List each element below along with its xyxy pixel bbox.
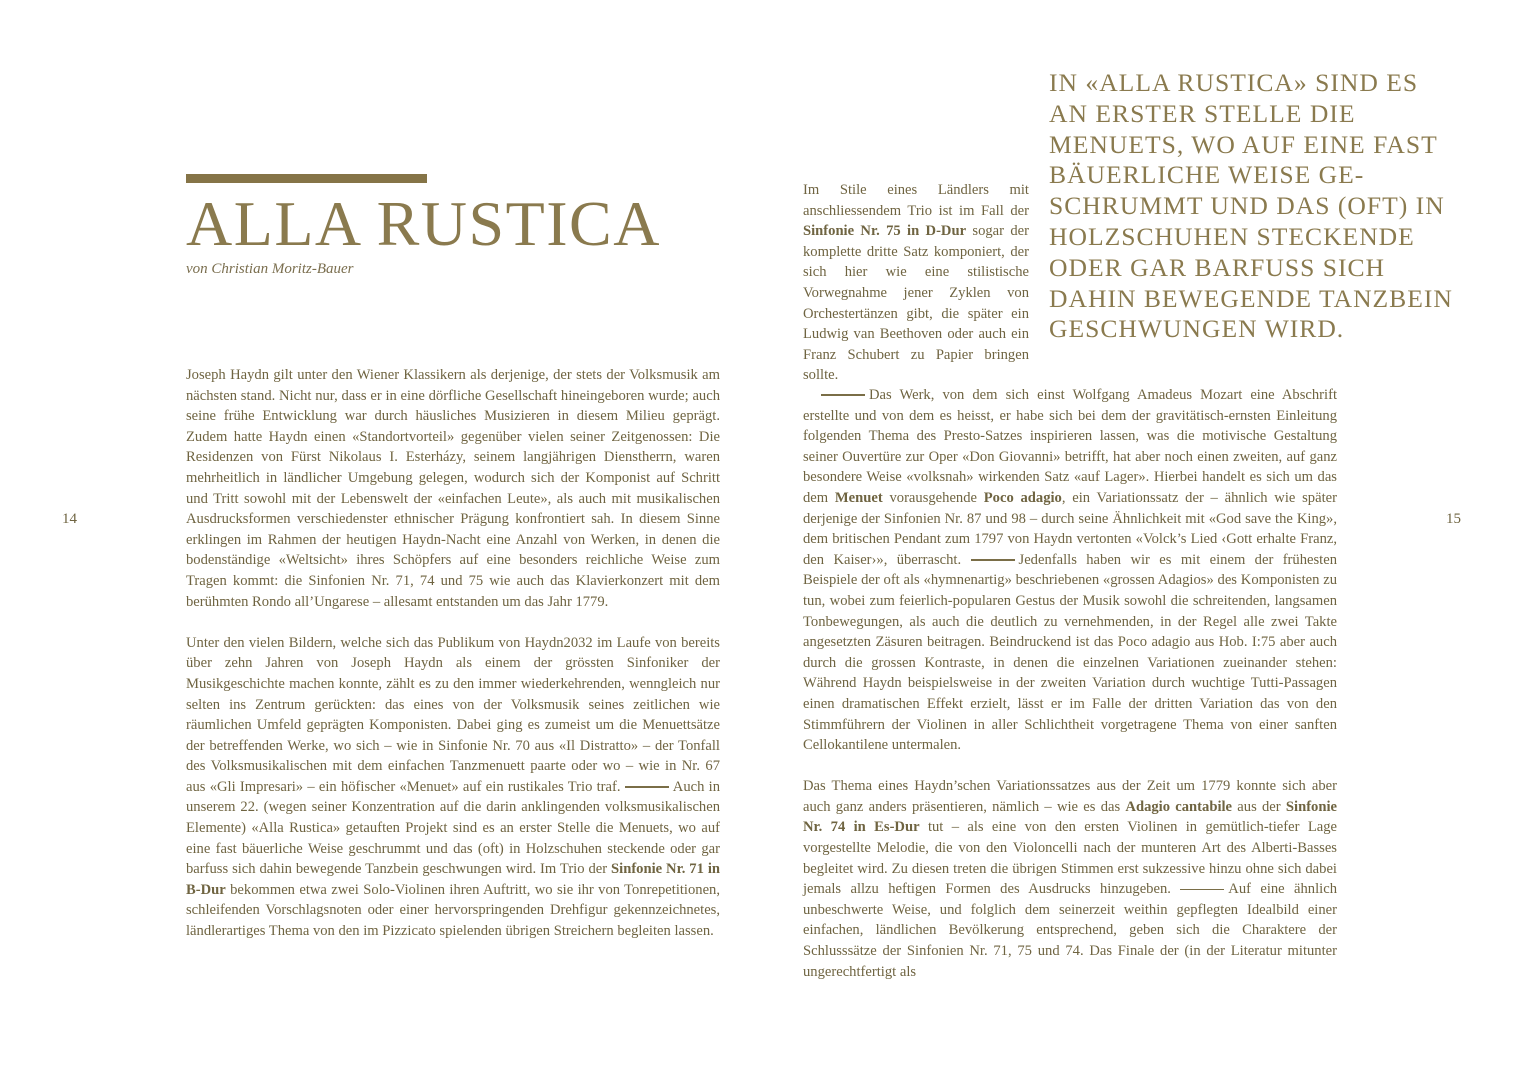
right-body-column (803, 385, 1337, 982)
pull-quote-line: GESCHWUNGEN WIRD. (1049, 314, 1345, 344)
pull-quote-line: MENUETS, WO AUF EINE FAST (1049, 129, 1438, 159)
section-dash (625, 786, 669, 788)
pull-quote-line: SCHRUMMT UND DAS (OFT) IN (1049, 191, 1445, 221)
pull-quote-line: HOLZSCHUHEN STECKENDE (1049, 221, 1415, 251)
body-paragraph: Im Stile eines Ländlers mit anschliessendem Trio ist im Fall der Sinfonie Nr. 75 in D-Dur sogar der komplette dritte Satz komponiert, der sich hier wie eine stilistische Vorwegnahme jener Zyklen von Orchestertänzen gibt, die später ein Ludwig van Beethoven oder auch ein Franz Schubert zu Papier bringen sollte. (803, 182, 1029, 384)
body-paragraph: Joseph Haydn gilt unter den Wiener Klassikern als derjenige, der stets der Volksmusik am nächsten stand. Nicht nur, dass er in eine dörfliche Gesellschaft hineingeboren wurde; auch seine frühe Entwicklung war durch häusliches Musizieren in diesem Milieu geprägt. Zudem hatte Haydn einen «Standortvorteil» gegenüber vielen seiner Zeitgenossen: Die Residenzen von Fürst Nikolaus I. Esterházy, seinem langjährigen Dienstherrn, waren mehrheitlich in ländlicher Umgebung gelegen, wodurch sich der Komponist auf Schritt und Tritt sowohl mit der Lebenswelt der «einfachen Leute», als auch mit musikalischen Ausdrucksformen verschiedenster ethnischer Prägung konfrontiert sah. In diesem Sinne erklingen im Rahmen der heutigen Haydn-Nacht eine Anzahl von Werken, in denen die bodenständige «Weltsicht» ihres Schöpfers auf eine besonders reichliche Weise zum Tragen kommt: die Sinfonien Nr. 71, 74 und 75 wie auch das Klavierkonzert mit dem berühmten Rondo all’Ungarese – allesamt entstanden um das Jahr 1779. (186, 367, 720, 610)
section-dash (821, 394, 865, 396)
body-paragraph: Das Thema eines Haydn’schen Variationssatzes aus der Zeit um 1779 konnte sich aber auch ganz anders präsentieren, nämlich – wie es das Adagio cantabile aus der Sinfonie Nr. 74 in Es-Dur tut – als eine von den ersten Violinen in gemütlich-tiefer Lage vorgestellte Melodie, die von den Violoncelli nach der munteren Art des Alberti-Basses begleitet wird. Zu diesen treten die übrigen Stimmen erst sukzessive hinzu ohne sich dabei jemals allzu heftigen Formen des Ausdrucks hinzugeben. Auf eine ähnlich unbeschwerte Weise, und folglich dem seinerzeit weithin gepflegten Idealbild einer einfachen, ländlichen Bevölkerung entsprechend, geben sich die Charaktere der Schlusssätze der Sinfonien Nr. 71, 75 und 74. Das Finale der (in der Literatur mitunter ungerechtfertigt als (803, 778, 1337, 980)
title-rule (186, 174, 427, 183)
pull-quote-line: ODER GAR BARFUSS SICH (1049, 252, 1386, 282)
pull-quote-line: BÄUERLICHE WEISE GE- (1049, 160, 1365, 190)
pull-quote (1049, 68, 1489, 345)
left-body-column (186, 365, 720, 942)
right-top-column (803, 180, 1029, 386)
pull-quote-line: AN ERSTER STELLE DIE (1049, 98, 1356, 128)
page-number-left: 14 (62, 511, 77, 527)
section-dash (971, 559, 1015, 561)
body-paragraph: Das Werk, von dem sich einst Wolfgang Amadeus Mozart eine Abschrift erstellte und von dem es heisst, er habe sich bei dem der gravitätisch-ernsten Einleitung folgenden Thema des Presto-Satzes inspirieren lassen, was die motivische Gestaltung seiner Ouvertüre zur Oper «Don Giovanni» betrifft, hat aber noch einen zweiten, auf ganz besondere Weise «volksnah» wirkenden Satz «auf Lager». Hierbei handelt es sich um das dem Menuet vorausgehende Poco adagio, ein Variationssatz der – ähnlich wie später derjenige der Sinfonien Nr. 87 und 98 – durch seine Ähnlichkeit mit «God save the King», dem britischen Pendant zum 1797 von Haydn vertonten «Volck’s Lied ‹Gott erhalte Franz, den Kaiser›», überrascht. Jedenfalls haben wir es mit einem der frühesten Beispiele der oft als «hymnenartig» beschriebenen «grossen Adagios» des Komponisten zu tun, wobei zum feierlich-popularen Gestus der Musik sowohl die schreitenden, langsamen Tonbewegungen, als auch die deutlich zu vernehmenden, in der Regel alle zwei Takte angesetzten Zäsuren beitragen. Beindruckend ist das Poco adagio aus Hob. I:75 aber auch durch die grossen Kontraste, in denen die einzelnen Variationen zueinander stehen: Während Haydn beispielsweise in der zweiten Variation durch wuchtige Tutti-Passagen einen dramatischen Effekt erzielt, lässt er im Falle der dritten Variation das von den Stimmführern der Violinen in aller Schlichtheit vorgetragene Thema von einer sanften Cellokantilene untermalen. (803, 387, 1337, 754)
article-author: von Christian Moritz-Bauer (186, 261, 354, 277)
section-dash (1180, 889, 1224, 891)
pull-quote-line: DAHIN BEWEGENDE TANZBEIN (1049, 283, 1453, 313)
page-number-right: 15 (1446, 511, 1461, 527)
pull-quote-line: IN «ALLA RUSTICA» SIND ES (1049, 68, 1419, 97)
article-title: ALLA RUSTICA (186, 188, 661, 259)
body-paragraph: Unter den vielen Bildern, welche sich das Publikum von Haydn2032 im Laufe von bereits über zehn Jahren von Joseph Haydn als einem der grössten Sinfoniker der Musikgeschichte machen konnte, zählt es zu den immer wiederkehrenden, wenngleich nur selten ins Zentrum gerückten: das eines von der Volksmusik seines zeitlichen wie räumlichen Umfeld geprägten Komponisten. Dabei ging es zumeist um die Menuettsätze der betreffenden Werke, wo sich – wie in Sinfonie Nr. 70 aus «Il Distratto» – der Tonfall des Volksmusikalischen mit dem einfachen Tanzmenuett paarte oder wo – wie in Nr. 67 aus «Gli Impresari» – ein höfischer «Menuet» auf ein rustikales Trio traf. Auch in unserem 22. (wegen seiner Konzentration auf die darin anklingenden volksmusikalischen Elemente) «Alla Rustica» getauften Projekt sind es an erster Stelle die Menuets, wo auf eine fast bäuerliche Weise geschrummt und das (oft) in Holzschuhen steckende oder gar barfuss sich dahin bewegende Tanzbein geschwungen wird. Im Trio der Sinfonie Nr. 71 in B-Dur bekommen etwa zwei Solo-Violinen ihren Auftritt, wo sie ihr von Tonrepetitionen, schleifenden Vorschlagsnoten oder einer hervorspringenden Drehfigur gekennzeichnetes, ländlerartiges Thema von den im Pizzicato spielenden übrigen Streichern begleiten lassen. (186, 634, 720, 940)
